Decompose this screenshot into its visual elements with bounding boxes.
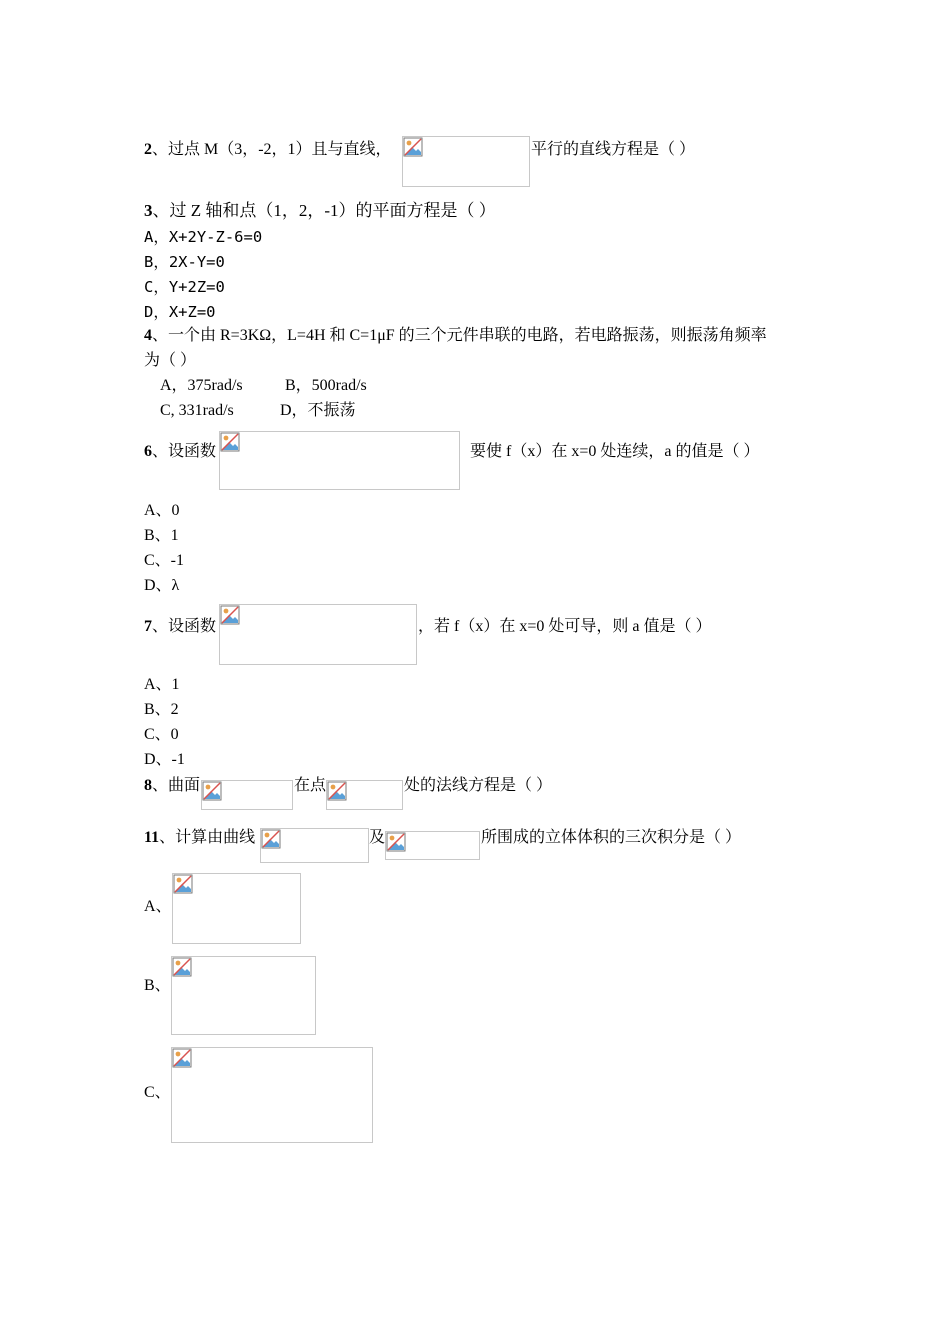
question-2 [144,140,392,160]
option-c: C、-1 [144,552,185,569]
option-b: B，500rad/s [285,377,367,394]
question-7-tail: ，若 f（x）在 x=0 处可导，则 a 值是（ ） [418,618,712,635]
formula-image-option-b [171,956,316,1035]
formula-image-function [219,431,460,490]
formula-image-surface [385,831,480,860]
option-b: B、2 [144,701,179,718]
formula-image-function [219,604,417,665]
option-a: A，375rad/s [160,377,243,394]
option-c: C、0 [144,726,179,743]
option-a: A、0 [144,502,180,519]
question-3 [144,201,496,221]
question-2-tail: 平行的直线方程是（ ） [531,141,696,158]
question-text: 、过 Z 轴和点（1，2，-1）的平面方程是（ ） [152,201,496,220]
formula-image-option-c [171,1047,373,1143]
formula-image-surface [201,780,293,810]
option-a: A、1 [144,676,180,693]
question-7 [144,617,216,637]
question-text: 、设函数 [152,618,217,635]
question-number: 4 [144,327,152,344]
option-c: C、 [144,1084,171,1101]
formula-image-curve [260,828,369,863]
formula-image-point [326,780,403,810]
question-number: 8 [144,777,152,794]
question-text: 、设函数 [152,443,217,460]
question-text: 、一个由 R=3KΩ，L=4H 和 C=1μF 的三个元件串联的电路，若电路振荡，则振荡角频率 [152,327,767,344]
question-4-line2: 为（ ） [144,352,197,369]
option-c: C，Y+2Z=0 [144,278,225,296]
question-number: 7 [144,618,152,635]
question-4 [144,326,767,346]
question-6-tail: 要使 f（x）在 x=0 处连续，a 的值是（ ） [470,443,760,460]
option-b: B、1 [144,527,179,544]
question-11-tail: 所围成的立体体积的三次积分是（ ） [481,829,742,846]
option-a: A，X+2Y-Z-6=0 [144,228,263,246]
question-number: 3 [144,201,153,220]
option-d: D、-1 [144,751,185,768]
option-d: D、λ [144,577,180,594]
question-text: 、计算由曲线 [159,829,256,846]
option-a: A、 [144,898,172,915]
question-11-mid: 及 [369,829,386,846]
option-d: D，不振荡 [280,402,356,419]
question-number: 11 [144,829,160,846]
option-c: C, 331rad/s [160,402,234,419]
question-6 [144,442,216,462]
option-b: B，2X-Y=0 [144,253,225,271]
question-text: 、曲面 [152,777,201,794]
question-number: 2 [144,141,152,158]
question-8 [144,776,200,796]
formula-image-option-a [172,873,301,944]
question-number: 6 [144,443,152,460]
question-text: 、过点 M（3，-2，1）且与直线， [152,141,392,158]
option-d: D，X+Z=0 [144,303,216,321]
question-8-tail: 处的法线方程是（ ） [404,777,553,794]
formula-image-line [402,136,530,187]
question-11 [144,828,255,848]
option-b: B、 [144,977,171,994]
question-8-mid: 在点 [294,777,327,794]
